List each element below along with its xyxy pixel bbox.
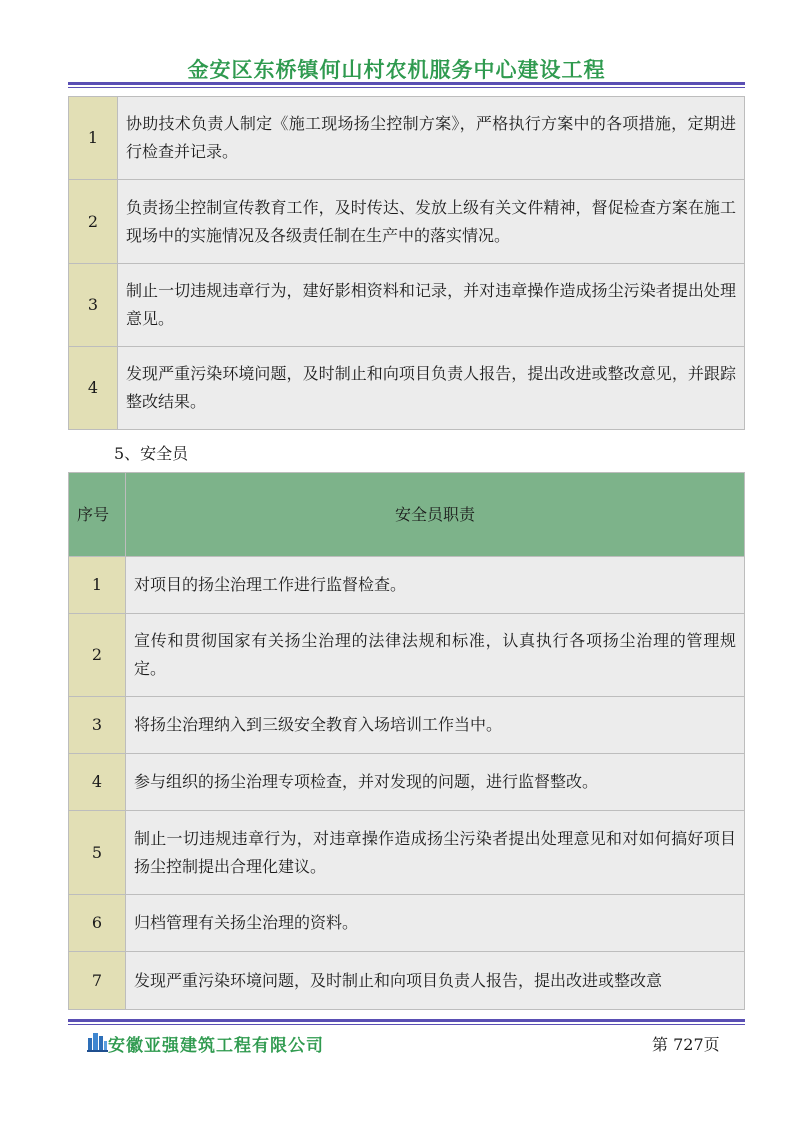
building-logo-icon: [86, 1030, 108, 1052]
row-number: 6: [69, 895, 126, 952]
table-row: [69, 895, 745, 952]
section-label: 5、安全员: [114, 444, 189, 463]
footer-company-name: 安徽亚强建筑工程有限公司: [108, 1036, 324, 1056]
row-number: 2: [69, 180, 118, 264]
duty-table-continued: [68, 96, 745, 430]
table-row: [69, 557, 745, 614]
header-title: 安全员职责: [126, 473, 745, 557]
table-row: [69, 697, 745, 754]
table-row: [69, 97, 745, 180]
row-text: 协助技术负责人制定《施工现场扬尘控制方案》，严格执行方案中的各项措施，定期进行检查并记录。: [118, 97, 745, 180]
table-row: [69, 614, 745, 697]
row-number: 3: [69, 697, 126, 754]
row-text: 归档管理有关扬尘治理的资料。: [126, 895, 745, 952]
row-number: 1: [69, 97, 118, 180]
row-text: 参与组织的扬尘治理专项检查，并对发现的问题，进行监督整改。: [126, 754, 745, 811]
table-row: [69, 754, 745, 811]
table-row: [69, 347, 745, 430]
header-rule: [68, 82, 745, 88]
row-number: 4: [69, 754, 126, 811]
table-row: [69, 180, 745, 264]
row-number: 1: [69, 557, 126, 614]
table-row: [69, 811, 745, 895]
row-text: 宣传和贯彻国家有关扬尘治理的法律法规和标准，认真执行各项扬尘治理的管理规定。: [126, 614, 745, 697]
row-text: 制止一切违规违章行为，对违章操作造成扬尘污染者提出处理意见和对如何搞好项目扬尘控制提出合理化建议。: [126, 811, 745, 895]
row-text: 制止一切违规违章行为，建好影相资料和记录，并对违章操作造成扬尘污染者提出处理意见。: [118, 264, 745, 347]
table-row: [69, 952, 745, 1010]
row-number: 5: [69, 811, 126, 895]
row-number: 4: [69, 347, 118, 430]
footer-rule: [68, 1019, 745, 1025]
row-text: 发现严重污染环境问题，及时制止和向项目负责人报告，提出改进或整改意: [126, 952, 745, 1010]
row-number: 2: [69, 614, 126, 697]
row-text: 将扬尘治理纳入到三级安全教育入场培训工作当中。: [126, 697, 745, 754]
row-number: 3: [69, 264, 118, 347]
page-number: 第 727页: [652, 1035, 720, 1054]
row-text: 负责扬尘控制宣传教育工作，及时传达、发放上级有关文件精神，督促检查方案在施工现场中的实施情况及各级责任制在生产中的落实情况。: [118, 180, 745, 264]
header-number: 序号: [69, 473, 126, 557]
table-row: [69, 264, 745, 347]
table-header-row: [69, 473, 745, 557]
safety-officer-duty-table: [68, 472, 745, 1010]
page-header-title: 金安区东桥镇何山村农机服务中心建设工程: [187, 58, 606, 82]
row-number: 7: [69, 952, 126, 1010]
row-text: 对项目的扬尘治理工作进行监督检查。: [126, 557, 745, 614]
row-text: 发现严重污染环境问题，及时制止和向项目负责人报告，提出改进或整改意见，并跟踪整改结果。: [118, 347, 745, 430]
